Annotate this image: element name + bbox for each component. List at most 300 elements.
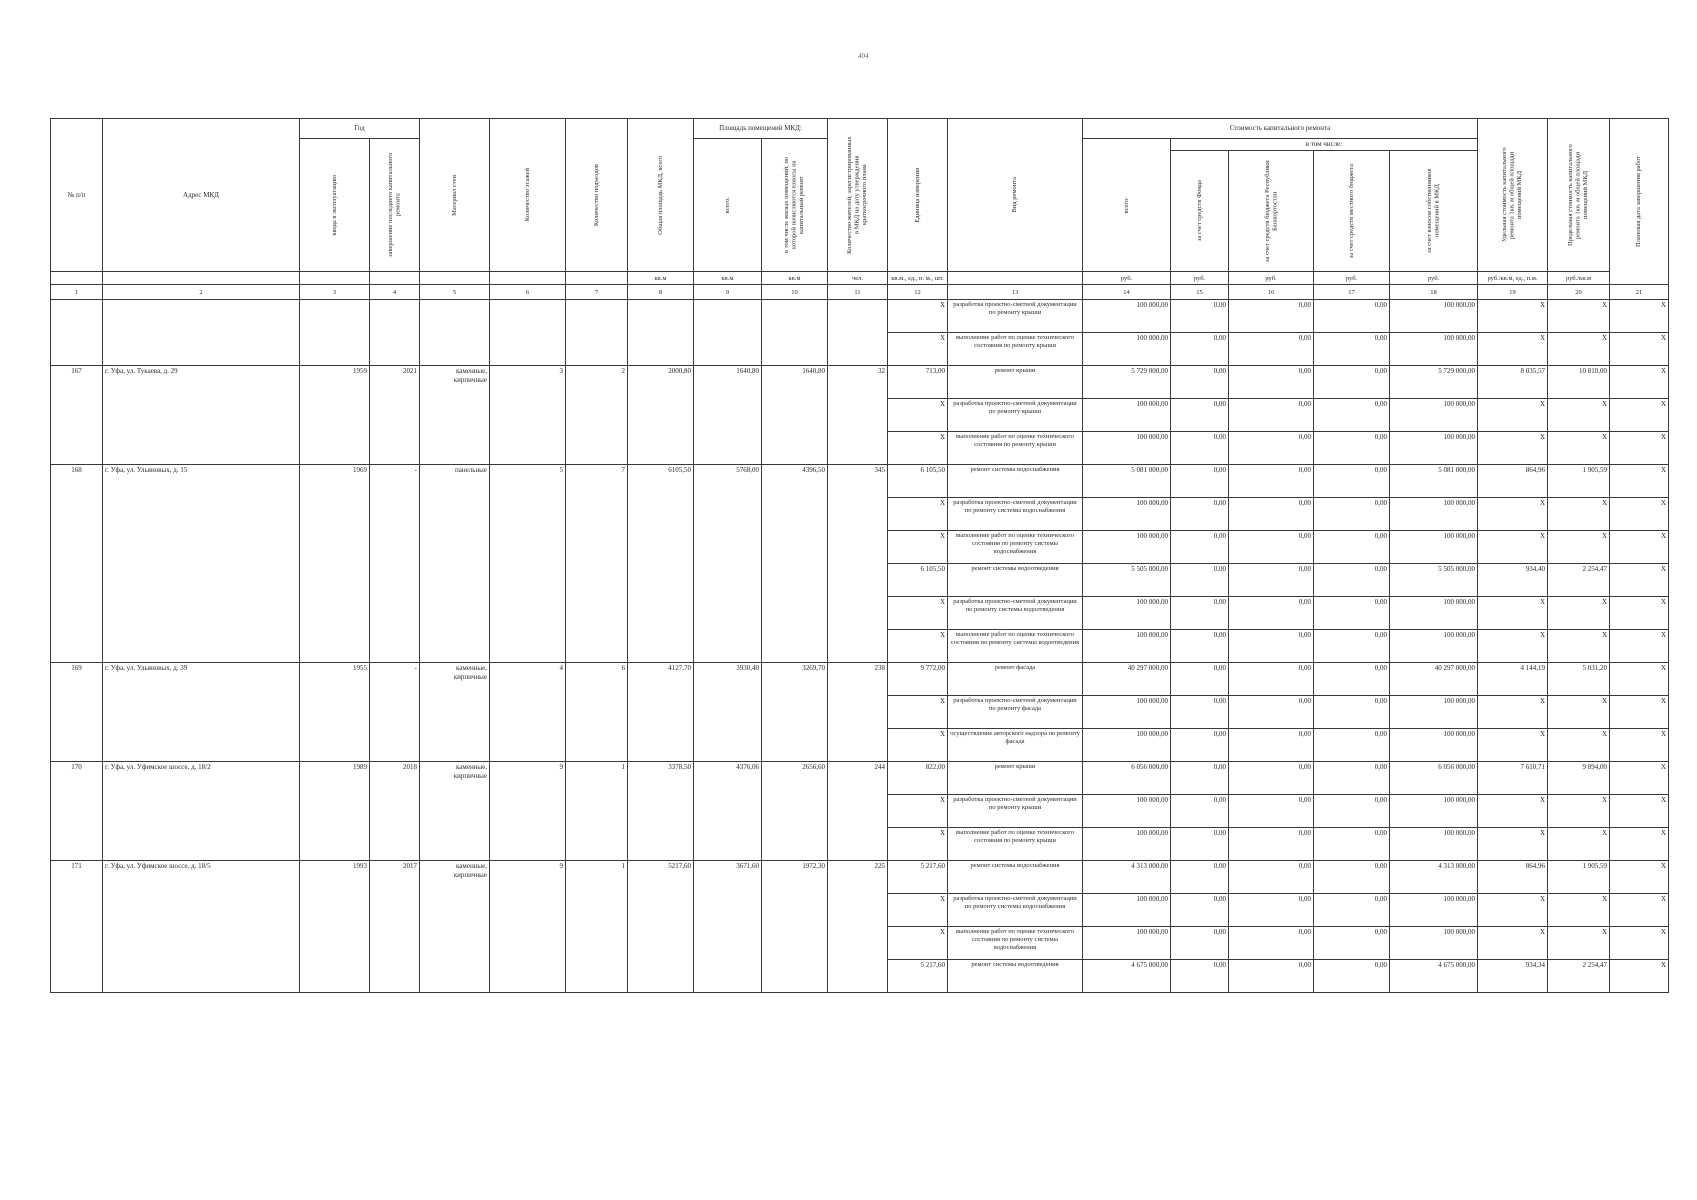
work-unit: X [888,696,948,729]
building-number: 171 [51,861,103,993]
cost-fund: 0,00 [1171,630,1229,663]
cost-local: 0,00 [1314,366,1390,399]
cost-local: 0,00 [1314,432,1390,465]
residents-count: 32 [828,366,888,465]
work-type: разработка проектно-сметной документации по ремонту крыши [948,399,1083,432]
header-cost-fund: за счет средств Фонда [1171,151,1229,272]
residents-count: 238 [828,663,888,762]
column-number: 1 [51,285,103,300]
work-type: выполнение работ по оценке технического состояния по ремонту системы водоснабжения [948,927,1083,960]
unit-cost: 864,96 [1478,465,1548,498]
cost-republic: 0,00 [1229,366,1314,399]
cost-local: 0,00 [1314,564,1390,597]
cost-owners: 100 000,00 [1390,630,1478,663]
cost-total: 5 729 000,00 [1083,366,1171,399]
work-type: ремонт крыши [948,366,1083,399]
work-unit: 713,00 [888,366,948,399]
unit-cell: кв.м [762,272,828,285]
column-number: 14 [1083,285,1171,300]
header-including: в том числе: [1171,139,1478,151]
cost-total: 100 000,00 [1083,729,1171,762]
planned-date: X [1610,894,1669,927]
page-number: 404 [858,52,869,60]
floors-count: 4 [490,663,566,762]
cost-local: 0,00 [1314,630,1390,663]
unit-cell: руб. [1390,272,1478,285]
work-type: осуществление авторского надзора по ремонту фасада [948,729,1083,762]
cost-republic: 0,00 [1229,597,1314,630]
cost-local: 0,00 [1314,927,1390,960]
cost-total: 100 000,00 [1083,597,1171,630]
cost-republic: 0,00 [1229,861,1314,894]
work-unit: X [888,432,948,465]
unit-cell: руб./кв.м [1548,272,1610,285]
floors-count: 5 [490,465,566,663]
cost-owners: 100 000,00 [1390,498,1478,531]
cost-republic: 0,00 [1229,333,1314,366]
header-year-commission: ввода в эксплуатацию [300,139,370,272]
max-cost: X [1548,894,1610,927]
premises-total: 5768,00 [694,465,762,663]
max-cost: X [1548,399,1610,432]
work-type: выполнение работ по оценке технического состояния по ремонту крыши [948,828,1083,861]
max-cost: 2 254,47 [1548,564,1610,597]
total-area: 6105,50 [628,465,694,663]
unit-cost: X [1478,894,1548,927]
building-number: 168 [51,465,103,663]
unit-cost: X [1478,729,1548,762]
cost-republic: 0,00 [1229,960,1314,993]
wall-material: панельные [420,465,490,663]
cost-local: 0,00 [1314,861,1390,894]
cost-total: 100 000,00 [1083,498,1171,531]
work-type: ремонт крыши [948,762,1083,795]
cost-fund: 0,00 [1171,498,1229,531]
building-number: 170 [51,762,103,861]
max-cost: 5 031,20 [1548,663,1610,696]
cost-republic: 0,00 [1229,696,1314,729]
premises-fund: 4396,50 [762,465,828,663]
capital-repair-register [50,118,1669,993]
cost-owners: 100 000,00 [1390,795,1478,828]
max-cost: X [1548,630,1610,663]
unit-cell: кв.м [628,272,694,285]
unit-cell: чел. [828,272,888,285]
premises-fund: 3269,70 [762,663,828,762]
work-unit: 5 217,60 [888,960,948,993]
repair-plan-table [50,118,1669,993]
work-unit: X [888,630,948,663]
cost-total: 4 675 000,00 [1083,960,1171,993]
work-unit: 9 772,00 [888,663,948,696]
cost-fund: 0,00 [1171,531,1229,564]
unit-cost: 934,34 [1478,960,1548,993]
max-cost: X [1548,795,1610,828]
column-number: 15 [1171,285,1229,300]
cost-republic: 0,00 [1229,894,1314,927]
column-number: 18 [1390,285,1478,300]
work-unit: X [888,894,948,927]
column-number: 7 [566,285,628,300]
cost-owners: 5 081 000,00 [1390,465,1478,498]
max-cost: X [1548,498,1610,531]
header-premises-fund: в том числе жилых помещений, по которой начисляются взносы на капитальный ремонт [762,139,828,272]
column-number: 6 [490,285,566,300]
work-type: разработка проектно-сметной документации по ремонту системы водоснабжения [948,498,1083,531]
building-number: 169 [51,663,103,762]
cost-total: 100 000,00 [1083,333,1171,366]
work-unit: X [888,300,948,333]
year-last-repair: 2021 [370,366,420,465]
floors-count: 9 [490,762,566,861]
unit-cost: X [1478,432,1548,465]
year-last-repair: - [370,663,420,762]
unit-cost: 4 144,19 [1478,663,1548,696]
table-row [51,762,1669,795]
header-cost-republic: за счет средств бюджета Республики Башкортостан [1229,151,1314,272]
building-address: г. Уфа, ул. Ульяновых, д. 15 [103,465,300,663]
work-unit: X [888,531,948,564]
max-cost: 9 894,00 [1548,762,1610,795]
total-area: 5217,60 [628,861,694,993]
residents-count: 225 [828,861,888,993]
planned-date: X [1610,564,1669,597]
cost-owners: 5 729 000,00 [1390,366,1478,399]
cost-fund: 0,00 [1171,960,1229,993]
max-cost: X [1548,696,1610,729]
year-commission [300,300,370,366]
work-unit: 6 105,50 [888,465,948,498]
cost-owners: 100 000,00 [1390,894,1478,927]
max-cost: X [1548,333,1610,366]
unit-cell [103,272,300,285]
column-number: 16 [1229,285,1314,300]
building-address [103,300,300,366]
max-cost: X [1548,927,1610,960]
unit-cost: 934,40 [1478,564,1548,597]
cost-owners: 4 675 000,00 [1390,960,1478,993]
premises-total: 4376,06 [694,762,762,861]
cost-fund: 0,00 [1171,333,1229,366]
cost-local: 0,00 [1314,597,1390,630]
header-floors: Количество этажей [490,119,566,272]
planned-date: X [1610,630,1669,663]
work-type: разработка проектно-сметной документации по ремонту системы водоотведения [948,597,1083,630]
column-number: 19 [1478,285,1548,300]
unit-cost: X [1478,333,1548,366]
header-premises-total: всего: [694,139,762,272]
cost-total: 100 000,00 [1083,795,1171,828]
work-type: ремонт системы водоснабжения [948,465,1083,498]
unit-cost: X [1478,630,1548,663]
header-max-cost: Предельная стоимость капитального ремонта 1кв. м общей площади помещений МКД [1548,119,1610,272]
cost-local: 0,00 [1314,828,1390,861]
premises-fund: 1640,80 [762,366,828,465]
year-last-repair: 2018 [370,762,420,861]
work-type: разработка проектно-сметной документации по ремонту крыши [948,300,1083,333]
cost-local: 0,00 [1314,531,1390,564]
premises-total: 1640,80 [694,366,762,465]
header-total-area: Общая площадь МКД, всего [628,119,694,272]
max-cost: 2 254,47 [1548,960,1610,993]
planned-date: X [1610,828,1669,861]
wall-material: каменные, кирпичные [420,861,490,993]
unit-cell [370,272,420,285]
table-row [51,465,1669,498]
unit-cell: руб./кв.м, ед., п.м. [1478,272,1548,285]
planned-date: X [1610,531,1669,564]
cost-republic: 0,00 [1229,795,1314,828]
unit-cell [566,272,628,285]
planned-date: X [1610,663,1669,696]
max-cost: 1 905,59 [1548,465,1610,498]
work-unit: X [888,597,948,630]
building-address: г. Уфа, ул. Уфимское шоссе, д. 18/2 [103,762,300,861]
cost-local: 0,00 [1314,762,1390,795]
header-premises-group: Площадь помещений МКД: [694,119,828,139]
entrances-count: 6 [566,663,628,762]
unit-cell: руб. [1083,272,1171,285]
cost-republic: 0,00 [1229,465,1314,498]
unit-cost: X [1478,696,1548,729]
building-number [51,300,103,366]
header-entrances: Количество подъездов [566,119,628,272]
cost-total: 5 505 000,00 [1083,564,1171,597]
cost-total: 100 000,00 [1083,531,1171,564]
max-cost: X [1548,531,1610,564]
planned-date: X [1610,399,1669,432]
column-number: 17 [1314,285,1390,300]
entrances-count: 2 [566,366,628,465]
cost-owners: 100 000,00 [1390,531,1478,564]
work-type: выполнение работ по оценке технического состояния по ремонту системы водоотведения [948,630,1083,663]
work-type: ремонт системы водоснабжения [948,861,1083,894]
year-last-repair: - [370,465,420,663]
entrances-count: 1 [566,861,628,993]
table-row [51,300,1669,333]
planned-date: X [1610,861,1669,894]
max-cost: 10 810,00 [1548,366,1610,399]
work-unit: X [888,828,948,861]
unit-cost: 864,96 [1478,861,1548,894]
cost-republic: 0,00 [1229,630,1314,663]
cost-total: 100 000,00 [1083,828,1171,861]
unit-cell: кв.м [694,272,762,285]
cost-local: 0,00 [1314,663,1390,696]
planned-date: X [1610,927,1669,960]
cost-total: 100 000,00 [1083,894,1171,927]
cost-total: 40 297 000,00 [1083,663,1171,696]
cost-total: 6 056 000,00 [1083,762,1171,795]
cost-fund: 0,00 [1171,762,1229,795]
year-commission: 1989 [300,762,370,861]
column-numbers-row [51,285,1669,300]
year-commission: 1955 [300,663,370,762]
cost-total: 100 000,00 [1083,630,1171,663]
column-number: 4 [370,285,420,300]
planned-date: X [1610,366,1669,399]
cost-republic: 0,00 [1229,564,1314,597]
cost-owners: 100 000,00 [1390,696,1478,729]
column-number: 10 [762,285,828,300]
unit-cost: X [1478,300,1548,333]
column-number: 12 [888,285,948,300]
cost-owners: 100 000,00 [1390,828,1478,861]
cost-republic: 0,00 [1229,729,1314,762]
planned-date: X [1610,432,1669,465]
cost-republic: 0,00 [1229,399,1314,432]
wall-material: каменные, кирпичные [420,762,490,861]
planned-date: X [1610,300,1669,333]
unit-cell [490,272,566,285]
cost-local: 0,00 [1314,960,1390,993]
cost-owners: 40 297 000,00 [1390,663,1478,696]
column-number: 3 [300,285,370,300]
column-number: 2 [103,285,300,300]
header-wall-material: Материал стен [420,119,490,272]
unit-cell: кв.м., ед., п. м., шт. [888,272,948,285]
premises-fund [762,300,828,366]
cost-fund: 0,00 [1171,729,1229,762]
cost-owners: 100 000,00 [1390,729,1478,762]
planned-date: X [1610,597,1669,630]
entrances-count: 1 [566,762,628,861]
header-cost-owners: за счет взносов собственников помещений в МКД [1390,151,1478,272]
work-type: выполнение работ по оценке технического состояния по ремонту крыши [948,333,1083,366]
cost-fund: 0,00 [1171,564,1229,597]
work-unit: X [888,729,948,762]
header-cost-local: за счет средств местного бюджета [1314,151,1390,272]
cost-fund: 0,00 [1171,300,1229,333]
header-cost-group: Стоимость капитального ремонта [1083,119,1478,139]
column-number: 5 [420,285,490,300]
total-area: 3378,50 [628,762,694,861]
entrances-count: 7 [566,465,628,663]
work-type: разработка проектно-сметной документации по ремонту системы водоснабжения [948,894,1083,927]
year-commission: 1969 [300,465,370,663]
planned-date: X [1610,795,1669,828]
unit-cost: X [1478,399,1548,432]
floors-count: 9 [490,861,566,993]
residents-count: 244 [828,762,888,861]
cost-fund: 0,00 [1171,696,1229,729]
cost-republic: 0,00 [1229,762,1314,795]
wall-material [420,300,490,366]
wall-material: каменные, кирпичные [420,663,490,762]
cost-owners: 6 056 000,00 [1390,762,1478,795]
max-cost: X [1548,300,1610,333]
cost-republic: 0,00 [1229,531,1314,564]
unit-cell [300,272,370,285]
column-number: 8 [628,285,694,300]
header-work-type: Вид ремонта [948,119,1083,272]
premises-total: 3930,40 [694,663,762,762]
header-no: № п/п [51,119,103,272]
year-last-repair [370,300,420,366]
unit-cost: X [1478,828,1548,861]
table-row [51,663,1669,696]
work-type: ремонт фасада [948,663,1083,696]
cost-local: 0,00 [1314,333,1390,366]
cost-local: 0,00 [1314,729,1390,762]
cost-fund: 0,00 [1171,861,1229,894]
year-last-repair: 2017 [370,861,420,993]
header-residents: Количество жителей, зарегистрированных в МКД на дату утверждения краткосрочного плана [828,119,888,272]
year-commission: 1959 [300,366,370,465]
cost-total: 100 000,00 [1083,399,1171,432]
cost-republic: 0,00 [1229,432,1314,465]
residents-count [828,300,888,366]
cost-total: 4 313 000,00 [1083,861,1171,894]
column-number: 9 [694,285,762,300]
premises-fund: 1972,30 [762,861,828,993]
unit-cell: руб. [1171,272,1229,285]
cost-fund: 0,00 [1171,366,1229,399]
work-type: выполнение работ по оценке технического состояния по ремонту крыши [948,432,1083,465]
cost-total: 100 000,00 [1083,927,1171,960]
unit-cost: 8 035,57 [1478,366,1548,399]
cost-fund: 0,00 [1171,795,1229,828]
floors-count: 3 [490,366,566,465]
max-cost: 1 905,59 [1548,861,1610,894]
max-cost: X [1548,597,1610,630]
header-unit-cost: Удельная стоимость капитального ремонта 1кв. м общей площади помещений МКД [1478,119,1548,272]
premises-total [694,300,762,366]
building-number: 167 [51,366,103,465]
cost-total: 100 000,00 [1083,696,1171,729]
cost-owners: 100 000,00 [1390,300,1478,333]
work-type: ремонт системы водоотведения [948,960,1083,993]
max-cost: X [1548,828,1610,861]
header-address: Адрес МКД [103,119,300,272]
unit-cell: руб. [1314,272,1390,285]
header-year-group: Год [300,119,420,139]
cost-owners: 100 000,00 [1390,333,1478,366]
unit-cell [51,272,103,285]
cost-republic: 0,00 [1229,300,1314,333]
cost-fund: 0,00 [1171,828,1229,861]
planned-date: X [1610,696,1669,729]
total-area: 2000,80 [628,366,694,465]
cost-owners: 100 000,00 [1390,399,1478,432]
column-number: 21 [1610,285,1669,300]
cost-republic: 0,00 [1229,927,1314,960]
unit-cost: X [1478,531,1548,564]
column-number: 20 [1548,285,1610,300]
work-unit: 6 105,50 [888,564,948,597]
work-unit: X [888,333,948,366]
cost-republic: 0,00 [1229,498,1314,531]
work-unit: X [888,927,948,960]
floors-count [490,300,566,366]
cost-fund: 0,00 [1171,663,1229,696]
unit-cell: руб. [1229,272,1314,285]
planned-date: X [1610,960,1669,993]
cost-fund: 0,00 [1171,432,1229,465]
table-row [51,861,1669,894]
cost-fund: 0,00 [1171,597,1229,630]
residents-count: 345 [828,465,888,663]
wall-material: каменные, кирпичные [420,366,490,465]
unit-cell [948,272,1083,285]
work-unit: 822,00 [888,762,948,795]
work-type: разработка проектно-сметной документации по ремонту фасада [948,696,1083,729]
table-row [51,366,1669,399]
cost-local: 0,00 [1314,465,1390,498]
cost-total: 100 000,00 [1083,300,1171,333]
total-area: 4127,70 [628,663,694,762]
building-address: г. Уфа, ул. Тукаева, д. 29 [103,366,300,465]
